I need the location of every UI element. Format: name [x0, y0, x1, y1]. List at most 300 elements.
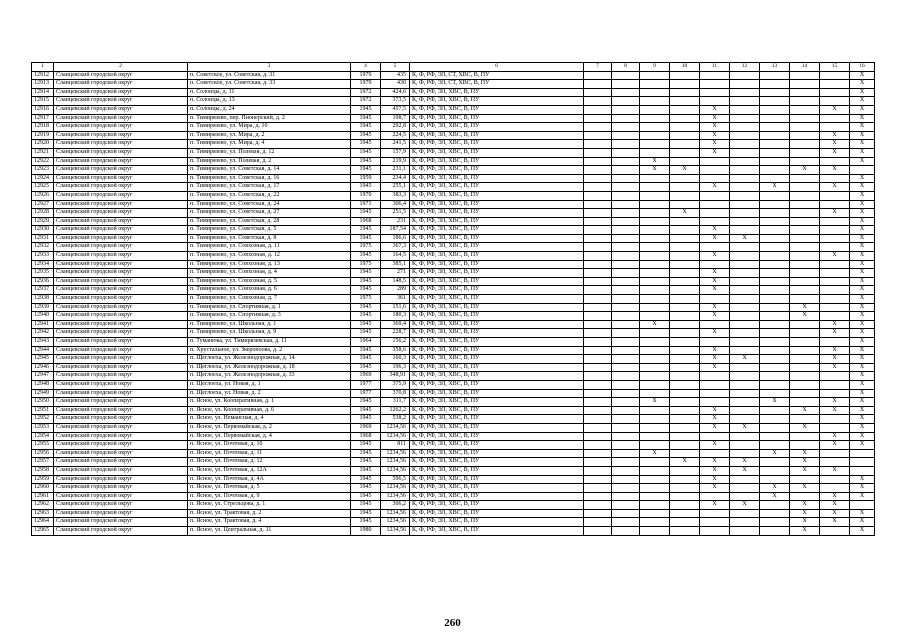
mark-cell — [820, 71, 850, 80]
mark-cell — [670, 234, 700, 243]
table-cell: К, Ф, РФ, ЭЛ, ХВС, В, ПУ — [410, 449, 584, 458]
table-cell: Сланцевский городской округ — [54, 338, 188, 347]
mark-cell — [790, 217, 820, 226]
mark-cell — [584, 140, 612, 149]
table-cell: п. Тимирязево, ул. Советская, д. 24 — [188, 200, 351, 209]
mark-cell — [760, 277, 790, 286]
mark-cell — [730, 312, 760, 321]
table-cell: К, Ф, РФ, ЭЛ, ХВС, В, ПУ — [410, 320, 584, 329]
mark-cell — [584, 183, 612, 192]
mark-cell — [700, 174, 730, 183]
table-cell: К, Ф, РФ, ЭЛ, ХВС, В, ПУ — [410, 509, 584, 518]
column-header: 1 — [32, 63, 54, 72]
mark-cell — [700, 209, 730, 218]
mark-cell: X — [730, 355, 760, 364]
table-cell: 1970 — [351, 191, 381, 200]
mark-cell — [760, 303, 790, 312]
mark-cell — [640, 200, 670, 209]
mark-cell — [820, 191, 850, 200]
column-header: 6 — [410, 63, 584, 72]
mark-cell — [820, 277, 850, 286]
mark-cell — [640, 338, 670, 347]
table-row — [32, 191, 875, 200]
mark-cell — [640, 389, 670, 398]
mark-cell — [700, 71, 730, 80]
mark-cell — [670, 277, 700, 286]
mark-cell — [700, 527, 730, 536]
table-cell: 12945 — [32, 355, 54, 364]
mark-cell: X — [850, 518, 875, 527]
mark-cell: X — [790, 166, 820, 175]
mark-cell — [612, 226, 640, 235]
table-cell: 361 — [381, 295, 410, 304]
mark-cell: X — [850, 148, 875, 157]
mark-cell — [584, 423, 612, 432]
table-cell: К, Ф, РФ, ЭЛ, ХВС, В, ПУ — [410, 148, 584, 157]
mark-cell: X — [850, 295, 875, 304]
table-cell: п. Ясное, ул. Трактовая, д. 2 — [188, 509, 351, 518]
table-cell: 12950 — [32, 398, 54, 407]
table-cell: 198,7 — [381, 114, 410, 123]
mark-cell — [790, 88, 820, 97]
table-cell: 1945 — [351, 346, 381, 355]
mark-cell — [730, 140, 760, 149]
mark-cell — [584, 527, 612, 536]
mark-cell — [820, 269, 850, 278]
mark-cell — [640, 501, 670, 510]
mark-cell — [670, 286, 700, 295]
table-row — [32, 423, 875, 432]
mark-cell: X — [820, 398, 850, 407]
mark-cell: X — [850, 140, 875, 149]
mark-cell — [640, 509, 670, 518]
mark-cell: X — [820, 105, 850, 114]
mark-cell — [584, 217, 612, 226]
table-row — [32, 88, 875, 97]
table-cell: п. Ясное, ул. Первомайская, д. 4 — [188, 432, 351, 441]
table-cell: 12946 — [32, 363, 54, 372]
table-cell: 1945 — [351, 363, 381, 372]
mark-cell — [584, 458, 612, 467]
table-cell: 251,5 — [381, 209, 410, 218]
mark-cell — [730, 398, 760, 407]
mark-cell — [730, 518, 760, 527]
mark-cell — [730, 80, 760, 89]
table-cell: 1945 — [351, 355, 381, 364]
table-cell: К, Ф, РФ, ЭЛ, ХВС, В, ПУ — [410, 217, 584, 226]
table-cell: К, Ф, РФ, ЭЛ, СТ, ХВС, В, ПУ — [410, 80, 584, 89]
table-row — [32, 320, 875, 329]
mark-cell: X — [820, 432, 850, 441]
mark-cell — [670, 484, 700, 493]
mark-cell: X — [700, 183, 730, 192]
table-cell: Сланцевский городской округ — [54, 423, 188, 432]
table-cell: Сланцевский городской округ — [54, 527, 188, 536]
table-cell: 12930 — [32, 226, 54, 235]
mark-cell — [700, 97, 730, 106]
mark-cell — [670, 312, 700, 321]
mark-cell — [760, 269, 790, 278]
mark-cell — [700, 166, 730, 175]
mark-cell — [790, 329, 820, 338]
mark-cell: X — [850, 406, 875, 415]
table-row — [32, 260, 875, 269]
table-row — [32, 484, 875, 493]
table-cell: 1945 — [351, 226, 381, 235]
mark-cell: X — [820, 363, 850, 372]
table-cell: 375,9 — [381, 380, 410, 389]
table-cell: Сланцевский городской округ — [54, 415, 188, 424]
mark-cell — [640, 252, 670, 261]
mark-cell — [820, 380, 850, 389]
table-cell: Сланцевский городской округ — [54, 286, 188, 295]
mark-cell: X — [700, 123, 730, 132]
table-cell: п. Тимирязево, ул. Советская, д. 16 — [188, 174, 351, 183]
table-cell: 292,8 — [381, 123, 410, 132]
table-cell: Сланцевский городской округ — [54, 88, 188, 97]
mark-cell — [700, 191, 730, 200]
mark-cell — [700, 372, 730, 381]
table-cell: п. Тимирязево, ул. Советская, д. 17 — [188, 183, 351, 192]
mark-cell — [612, 295, 640, 304]
table-row — [32, 123, 875, 132]
mark-cell — [790, 389, 820, 398]
table-cell: 1945 — [351, 509, 381, 518]
table-cell: 12941 — [32, 320, 54, 329]
table-cell: п. Тимирязево, ул. Спортивная, д. 3 — [188, 312, 351, 321]
mark-cell — [612, 277, 640, 286]
mark-cell — [612, 260, 640, 269]
table-cell: 12915 — [32, 97, 54, 106]
table-cell: 1234,56 — [381, 484, 410, 493]
mark-cell — [640, 88, 670, 97]
table-cell: К, Ф, РФ, ЭЛ, ХВС, В, ПУ — [410, 432, 584, 441]
table-cell: 1975 — [351, 243, 381, 252]
mark-cell: X — [820, 346, 850, 355]
mark-cell — [612, 269, 640, 278]
mark-cell: X — [760, 398, 790, 407]
table-cell: 12953 — [32, 423, 54, 432]
mark-cell — [670, 466, 700, 475]
mark-cell: X — [790, 458, 820, 467]
mark-cell — [670, 183, 700, 192]
mark-cell: X — [760, 492, 790, 501]
mark-cell — [730, 380, 760, 389]
table-cell: п. Тимирязево, ул. Мира, д. 10 — [188, 123, 351, 132]
table-cell: Сланцевский городской округ — [54, 131, 188, 140]
table-cell: 1945 — [351, 286, 381, 295]
mark-cell: X — [850, 260, 875, 269]
mark-cell — [760, 389, 790, 398]
mark-cell: X — [850, 492, 875, 501]
mark-cell: X — [850, 415, 875, 424]
mark-cell — [612, 97, 640, 106]
mark-cell — [670, 527, 700, 536]
table-cell: Сланцевский городской округ — [54, 157, 188, 166]
mark-cell — [584, 355, 612, 364]
table-cell: 1945 — [351, 441, 381, 450]
mark-cell: X — [850, 105, 875, 114]
table-cell: 1972 — [351, 97, 381, 106]
mark-cell — [730, 320, 760, 329]
table-cell: 12943 — [32, 338, 54, 347]
column-header: 11 — [700, 63, 730, 72]
mark-cell — [700, 295, 730, 304]
mark-cell — [790, 174, 820, 183]
mark-cell — [730, 286, 760, 295]
mark-cell — [640, 458, 670, 467]
mark-cell: X — [700, 148, 730, 157]
mark-cell: X — [820, 166, 850, 175]
mark-cell — [670, 329, 700, 338]
mark-cell — [760, 518, 790, 527]
table-cell: 1945 — [351, 458, 381, 467]
table-row — [32, 398, 875, 407]
table-cell: Сланцевский городской округ — [54, 466, 188, 475]
mark-cell — [584, 509, 612, 518]
mark-cell: X — [850, 226, 875, 235]
table-cell: 385,1 — [381, 260, 410, 269]
mark-cell — [850, 449, 875, 458]
mark-cell: X — [850, 71, 875, 80]
mark-cell — [850, 166, 875, 175]
mark-cell — [584, 97, 612, 106]
table-cell: Сланцевский городской округ — [54, 166, 188, 175]
mark-cell: X — [850, 320, 875, 329]
table-cell: 1945 — [351, 475, 381, 484]
mark-cell: X — [850, 97, 875, 106]
table-row — [32, 269, 875, 278]
mark-cell — [584, 475, 612, 484]
mark-cell — [584, 260, 612, 269]
mark-cell — [670, 131, 700, 140]
mark-cell — [790, 131, 820, 140]
table-row — [32, 277, 875, 286]
table-cell: п. Тимирязево, ул. Совхозная, д. 11 — [188, 243, 351, 252]
mark-cell — [584, 234, 612, 243]
table-cell: 12949 — [32, 389, 54, 398]
table-cell: 1234,56 — [381, 518, 410, 527]
mark-cell — [790, 277, 820, 286]
mark-cell: X — [850, 432, 875, 441]
mark-cell — [790, 157, 820, 166]
mark-cell — [850, 458, 875, 467]
table-cell: п. Тимирязево, ул. Полевая, д. 12 — [188, 148, 351, 157]
mark-cell — [790, 372, 820, 381]
mark-cell: X — [700, 131, 730, 140]
mark-cell: X — [790, 423, 820, 432]
mark-cell — [760, 131, 790, 140]
mark-cell — [612, 372, 640, 381]
table-cell: 1945 — [351, 449, 381, 458]
mark-cell — [850, 466, 875, 475]
mark-cell — [670, 226, 700, 235]
mark-cell: X — [790, 527, 820, 536]
mark-cell — [640, 174, 670, 183]
mark-cell — [584, 157, 612, 166]
table-row — [32, 458, 875, 467]
mark-cell: X — [850, 389, 875, 398]
table-cell: Сланцевский городской округ — [54, 518, 188, 527]
mark-cell — [730, 527, 760, 536]
mark-cell — [670, 97, 700, 106]
mark-cell — [760, 441, 790, 450]
mark-cell — [584, 415, 612, 424]
column-header: 16 — [850, 63, 875, 72]
mark-cell — [790, 346, 820, 355]
mark-cell — [640, 140, 670, 149]
mark-cell — [730, 372, 760, 381]
mark-cell — [670, 449, 700, 458]
table-cell: 241,5 — [381, 140, 410, 149]
mark-cell — [640, 423, 670, 432]
mark-cell — [700, 398, 730, 407]
mark-cell — [612, 406, 640, 415]
table-cell: 1234,56 — [381, 449, 410, 458]
table-row — [32, 243, 875, 252]
mark-cell — [584, 80, 612, 89]
mark-cell — [730, 243, 760, 252]
table-row — [32, 449, 875, 458]
table-cell: 12921 — [32, 148, 54, 157]
table-cell: п. Щеглоеха, ул. Железнодорожная, д. 33 — [188, 372, 351, 381]
mark-cell — [700, 380, 730, 389]
table-cell: К, Ф, РФ, ЭЛ, ХВС, В, ПУ — [410, 277, 584, 286]
mark-cell: X — [790, 509, 820, 518]
table-row — [32, 527, 875, 536]
mark-cell — [760, 363, 790, 372]
mark-cell: X — [790, 501, 820, 510]
mark-cell — [790, 80, 820, 89]
table-cell: п. Ясное, ул. Кооперативная, д. 1 — [188, 398, 351, 407]
mark-cell: X — [820, 183, 850, 192]
table-cell: п. Тимирязево, ул. Полевая, д. 2 — [188, 157, 351, 166]
mark-cell — [790, 200, 820, 209]
mark-cell — [612, 88, 640, 97]
mark-cell: X — [700, 286, 730, 295]
table-cell: п. Тимирязево, ул. Советская, д. 5 — [188, 226, 351, 235]
mark-cell — [670, 217, 700, 226]
mark-cell — [760, 174, 790, 183]
mark-cell — [760, 200, 790, 209]
mark-cell — [640, 131, 670, 140]
mark-cell: X — [760, 484, 790, 493]
mark-cell — [850, 501, 875, 510]
table-cell: п. Тимирязево, ул. Совхозная, д. 7 — [188, 295, 351, 304]
mark-cell — [584, 191, 612, 200]
mark-cell — [790, 415, 820, 424]
table-cell: 12931 — [32, 234, 54, 243]
mark-cell — [820, 217, 850, 226]
table-cell: 255,1 — [381, 183, 410, 192]
mark-cell — [760, 234, 790, 243]
mark-cell: X — [730, 423, 760, 432]
mark-cell — [760, 97, 790, 106]
table-cell: 1945 — [351, 183, 381, 192]
mark-cell — [612, 527, 640, 536]
mark-cell: X — [850, 174, 875, 183]
table-cell: 435 — [381, 71, 410, 80]
mark-cell: X — [700, 441, 730, 450]
mark-cell — [790, 363, 820, 372]
mark-cell — [670, 475, 700, 484]
mark-cell — [790, 398, 820, 407]
mark-cell — [730, 148, 760, 157]
table-cell: К, Ф, РФ, ЭЛ, ХВС, В, ПУ — [410, 157, 584, 166]
mark-cell: X — [820, 209, 850, 218]
table-row — [32, 252, 875, 261]
table-cell: 231,1 — [381, 166, 410, 175]
table-cell: Сланцевский городской округ — [54, 372, 188, 381]
table-cell: 1945 — [351, 252, 381, 261]
mark-cell — [584, 338, 612, 347]
mark-cell — [612, 398, 640, 407]
table-cell: 196,3 — [381, 363, 410, 372]
table-cell: 180,3 — [381, 312, 410, 321]
mark-cell — [670, 320, 700, 329]
mark-cell — [612, 105, 640, 114]
mark-cell — [820, 226, 850, 235]
mark-cell — [640, 123, 670, 132]
mark-cell — [584, 518, 612, 527]
register-table — [31, 62, 875, 536]
table-cell: п. Тимирязево, ул. Советская, д. 8 — [188, 234, 351, 243]
table-cell: Сланцевский городской округ — [54, 226, 188, 235]
mark-cell — [670, 415, 700, 424]
table-row — [32, 346, 875, 355]
table-cell: п. Ясное, ул. Трактовая, д. 4 — [188, 518, 351, 527]
mark-cell — [670, 140, 700, 149]
mark-cell — [640, 217, 670, 226]
table-cell: Сланцевский городской округ — [54, 260, 188, 269]
table-cell: Сланцевский городской округ — [54, 80, 188, 89]
table-cell: Сланцевский городской округ — [54, 346, 188, 355]
mark-cell — [700, 389, 730, 398]
mark-cell: X — [700, 329, 730, 338]
table-row — [32, 97, 875, 106]
mark-cell — [612, 415, 640, 424]
mark-cell — [700, 200, 730, 209]
table-row — [32, 234, 875, 243]
mark-cell — [730, 295, 760, 304]
mark-cell — [640, 346, 670, 355]
table-cell: Сланцевский городской округ — [54, 329, 188, 338]
mark-cell — [670, 363, 700, 372]
table-cell: 157,9 — [381, 148, 410, 157]
mark-cell — [584, 363, 612, 372]
table-cell: К, Ф, РФ, ЭЛ, ХВС, В, ПУ — [410, 312, 584, 321]
table-cell: К, Ф, РФ, ЭЛ, ХВС, В, ПУ — [410, 338, 584, 347]
mark-cell — [640, 80, 670, 89]
table-cell: 271 — [381, 269, 410, 278]
table-row — [32, 157, 875, 166]
table-row — [32, 492, 875, 501]
mark-cell — [760, 260, 790, 269]
table-cell: п. Ясное, ул. Центральная, д. 11 — [188, 527, 351, 536]
column-header: 4 — [351, 63, 381, 72]
mark-cell — [760, 217, 790, 226]
mark-cell — [670, 191, 700, 200]
mark-cell — [820, 372, 850, 381]
table-cell: п. Тимирязево, ул. Советская, д. 28 — [188, 217, 351, 226]
table-cell: К, Ф, РФ, ЭЛ, ХВС, В, ПУ — [410, 260, 584, 269]
mark-cell — [760, 466, 790, 475]
mark-cell: X — [850, 88, 875, 97]
mark-cell — [730, 183, 760, 192]
mark-cell — [760, 243, 790, 252]
table-cell: Сланцевский городской округ — [54, 475, 188, 484]
mark-cell — [790, 286, 820, 295]
